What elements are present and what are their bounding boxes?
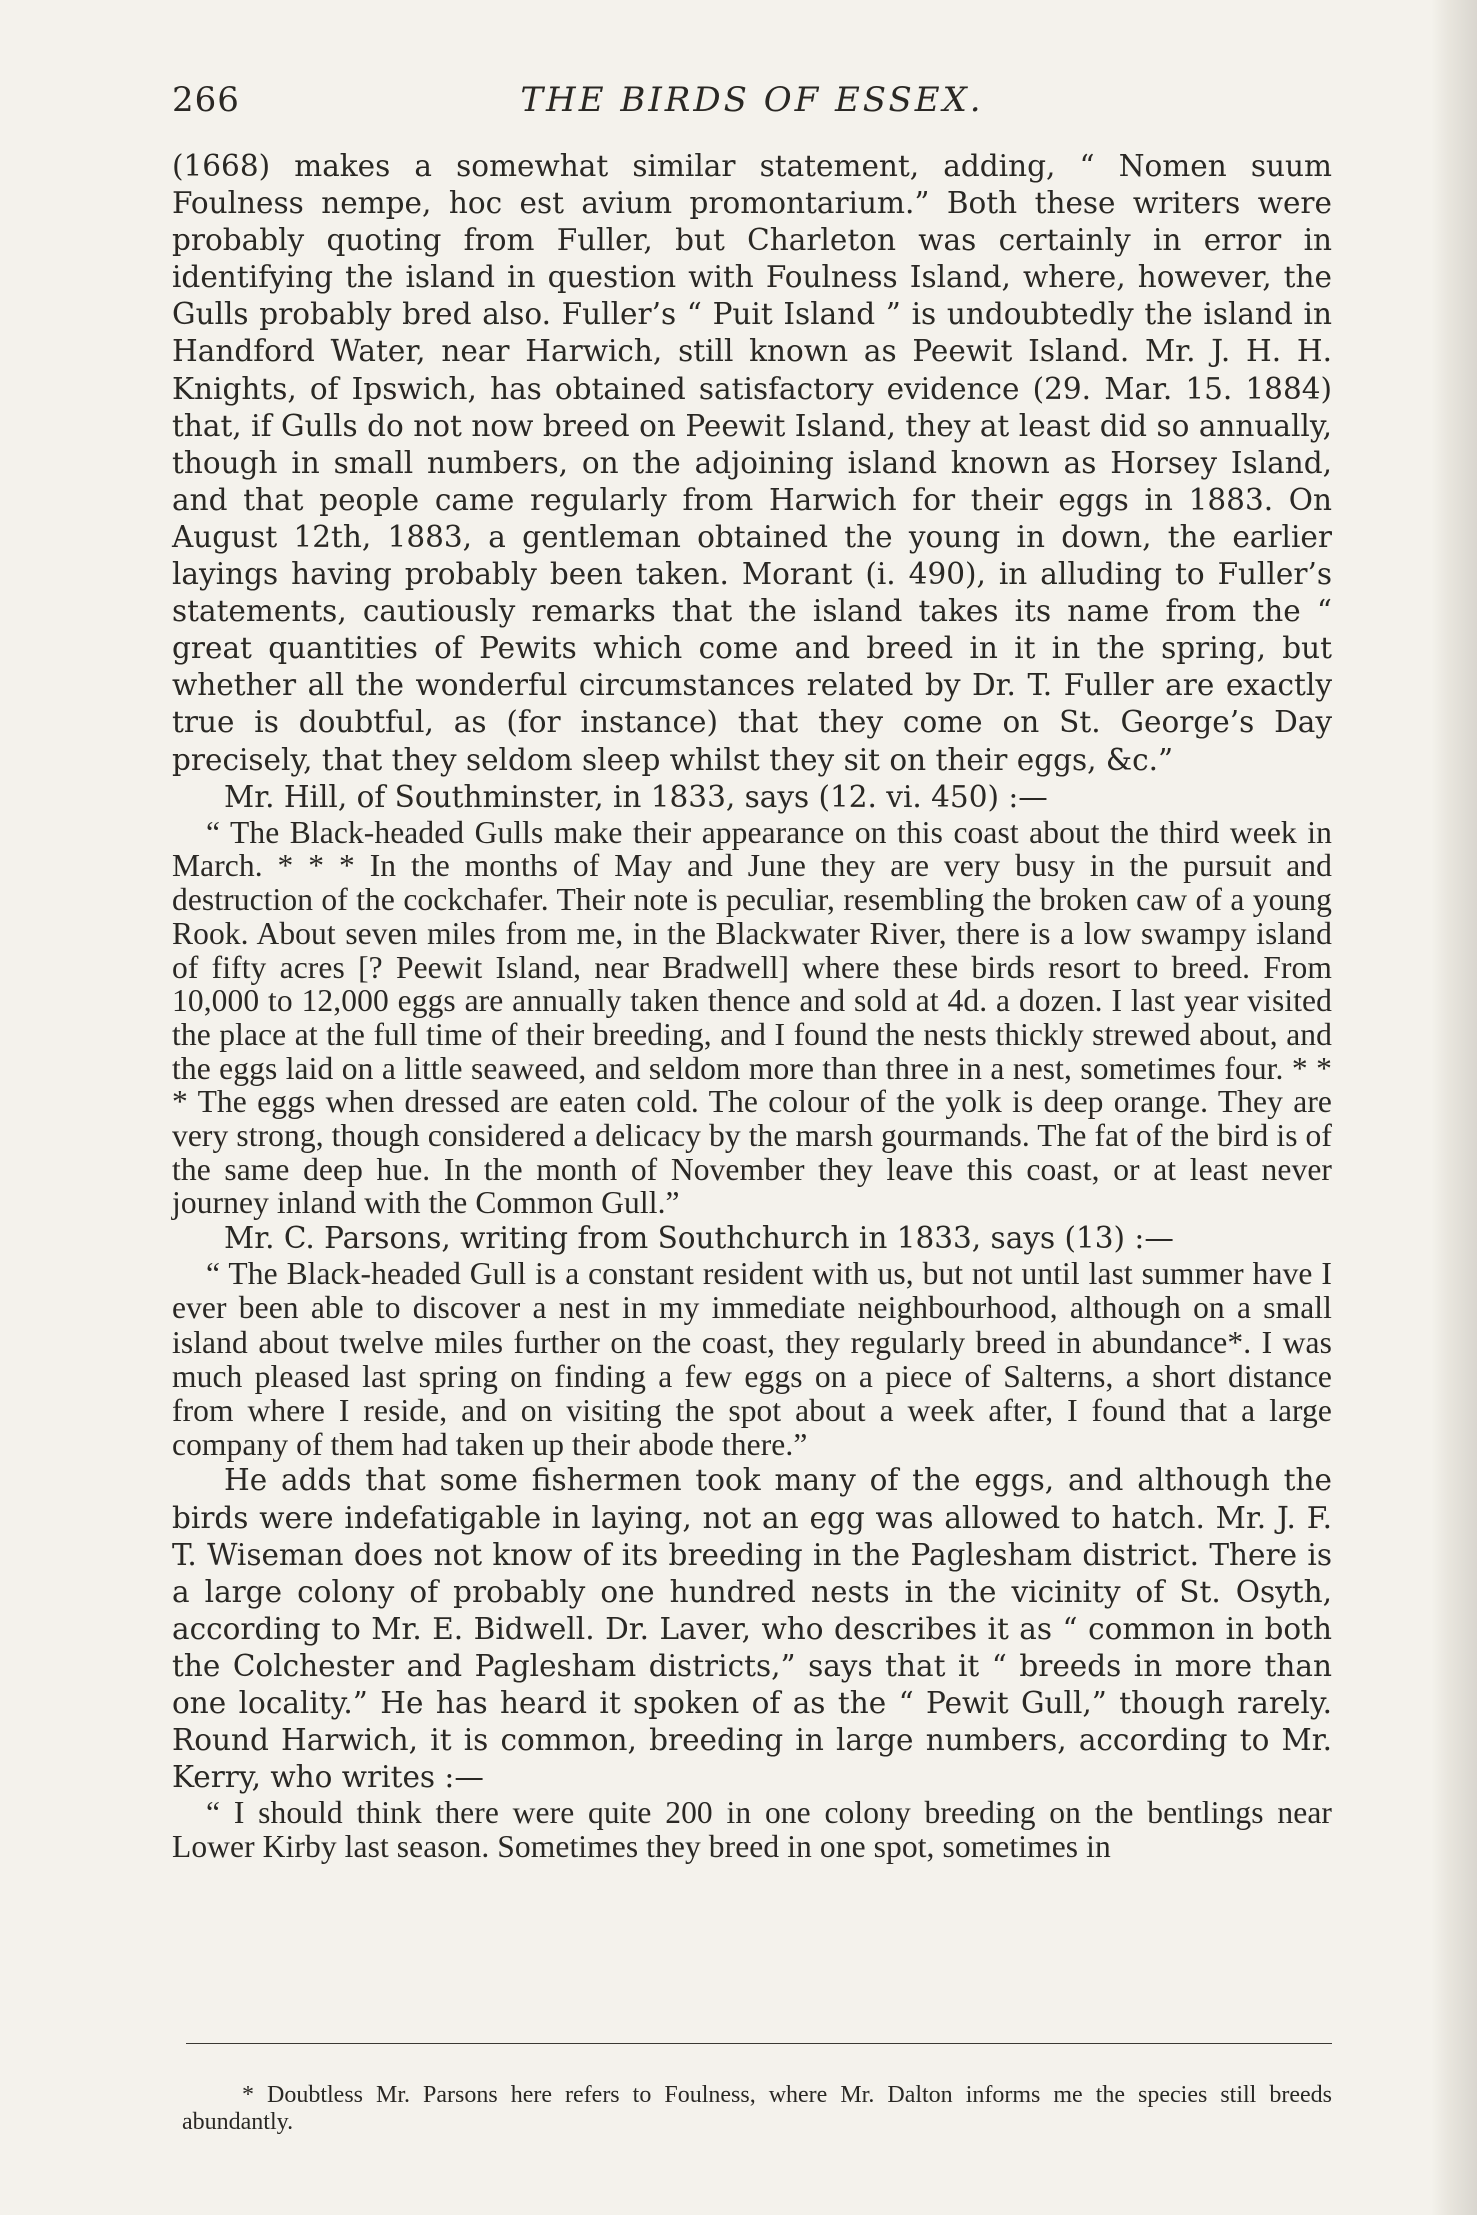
paragraph-mr-hill-intro: Mr. Hill, of Southminster, in 1833, says (12. vi. 450) :— — [224, 779, 1048, 814]
footnote-divider — [186, 2043, 1332, 2044]
page-number: 266 — [172, 80, 240, 120]
page-header — [172, 72, 1332, 132]
paragraph-fuller-puit-island: (1668) makes a somewhat similar statement, adding, “ Nomen suum Foulness nempe, hoc est avium promontarium.” Both these writers were probably quoting from Fuller, but Charleton was certainly in error in identifying the island in question with Foulness Island, where, however, the Gulls probably bred also. Fuller’s “ Puit Island ” is undoubtedly the island in Handford Water, near Harwich, still known as Peewit Island. Mr. J. H. H. Knights, of Ipswich, has obtained satisfactory evidence (29. Mar. 15. 1884) that, if Gulls do not now breed on Peewit Island, they at least did so annually, though in small numbers, on the adjoining island known as Horsey Island, and that people came regularly from Harwich for their eggs in 1883. On August 12th, 1883, a gentleman obtained the young in down, the earlier layings having probably been taken. Morant (i. 490), in alluding to Fuller’s statements, cautiously remarks that the island takes its name from the “ great quantities of Pewits which come and breed in it in the spring, but whether all the wonderful circumstances related by Dr. T. Fuller are exactly true is doubtful, as (for instance) that they come on St. George’s Day precisely, that they seldom sleep whilst they sit on their eggs, &c.” — [172, 149, 1332, 777]
paragraph-mr-parsons-intro: Mr. C. Parsons, writing from Southchurch in 1833, says (13) :— — [224, 1221, 1174, 1256]
page-edge-shadow — [1431, 0, 1477, 2215]
quote-mr-kerry: “ I should think there were quite 200 in one colony breeding on the bentlings near Lower Kirby last season. Sometimes they breed in one spot, sometimes in — [172, 1795, 1332, 1865]
paragraph-fishermen-eggs: He adds that some fishermen took many of the eggs, and although the birds were indefatigable in laying, not an egg was allowed to hatch. Mr. J. F. T. Wiseman does not know of its breeding in the Paglesham district. There is a large colony of probably one hundred nests in the vicinity of St. Osyth, according to Mr. E. Bidwell. Dr. Laver, who describes it as “ common in both the Colchester and Paglesham districts,” says that it “ breeds in more than one locality.” He has heard it spoken of as the “ Pewit Gull,” though rarely. Round Harwich, it is common, breeding in large numbers, according to Mr. Kerry, who writes :— — [172, 1463, 1332, 1795]
quote-mr-hill: “ The Black-headed Gulls make their appearance on this coast about the third week in March. * * * In the months of May and June they are very busy in the pursuit and destruction of the cockchafer. Their note is peculiar, resembling the broken caw of a young Rook. About seven miles from me, in the Blackwater River, there is a low swampy island of fifty acres [? Peewit Island, near Bradwell] where these birds resort to breed. From 10,000 to 12,000 eggs are annually taken thence and sold at 4d. a dozen. I last year visited the place at the full time of their breeding, and I found the nests thickly strewed about, and the eggs laid on a little seaweed, and seldom more than three in a nest, sometimes four. * * * The eggs when dressed are eaten cold. The colour of the yolk is deep orange. They are very strong, though considered a delicacy by the marsh gourmands. The fat of the bird is of the same deep hue. In the month of November they leave this coast, or at least never journey inland with the Common Gull.” — [172, 814, 1332, 1221]
main-text — [172, 148, 1332, 1865]
quote-mr-parsons: “ The Black-headed Gull is a constant resident with us, but not until last summer have I ever been able to discover a nest in my immediate neighbourhood, although on a small island about twelve miles further on the coast, they regularly breed in abundance*. I was much pleased last spring on finding a few eggs on a piece of Salterns, a short distance from where I reside, and on visiting the spot about a week after, I found that a large company of them had taken up their abode there.” — [172, 1256, 1332, 1463]
footnote: * Doubtless Mr. Parsons here refers to Foulness, where Mr. Dalton informs me the species still breeds abundantly. — [182, 2082, 1332, 2135]
running-title: THE BIRDS OF ESSEX. — [520, 80, 984, 120]
